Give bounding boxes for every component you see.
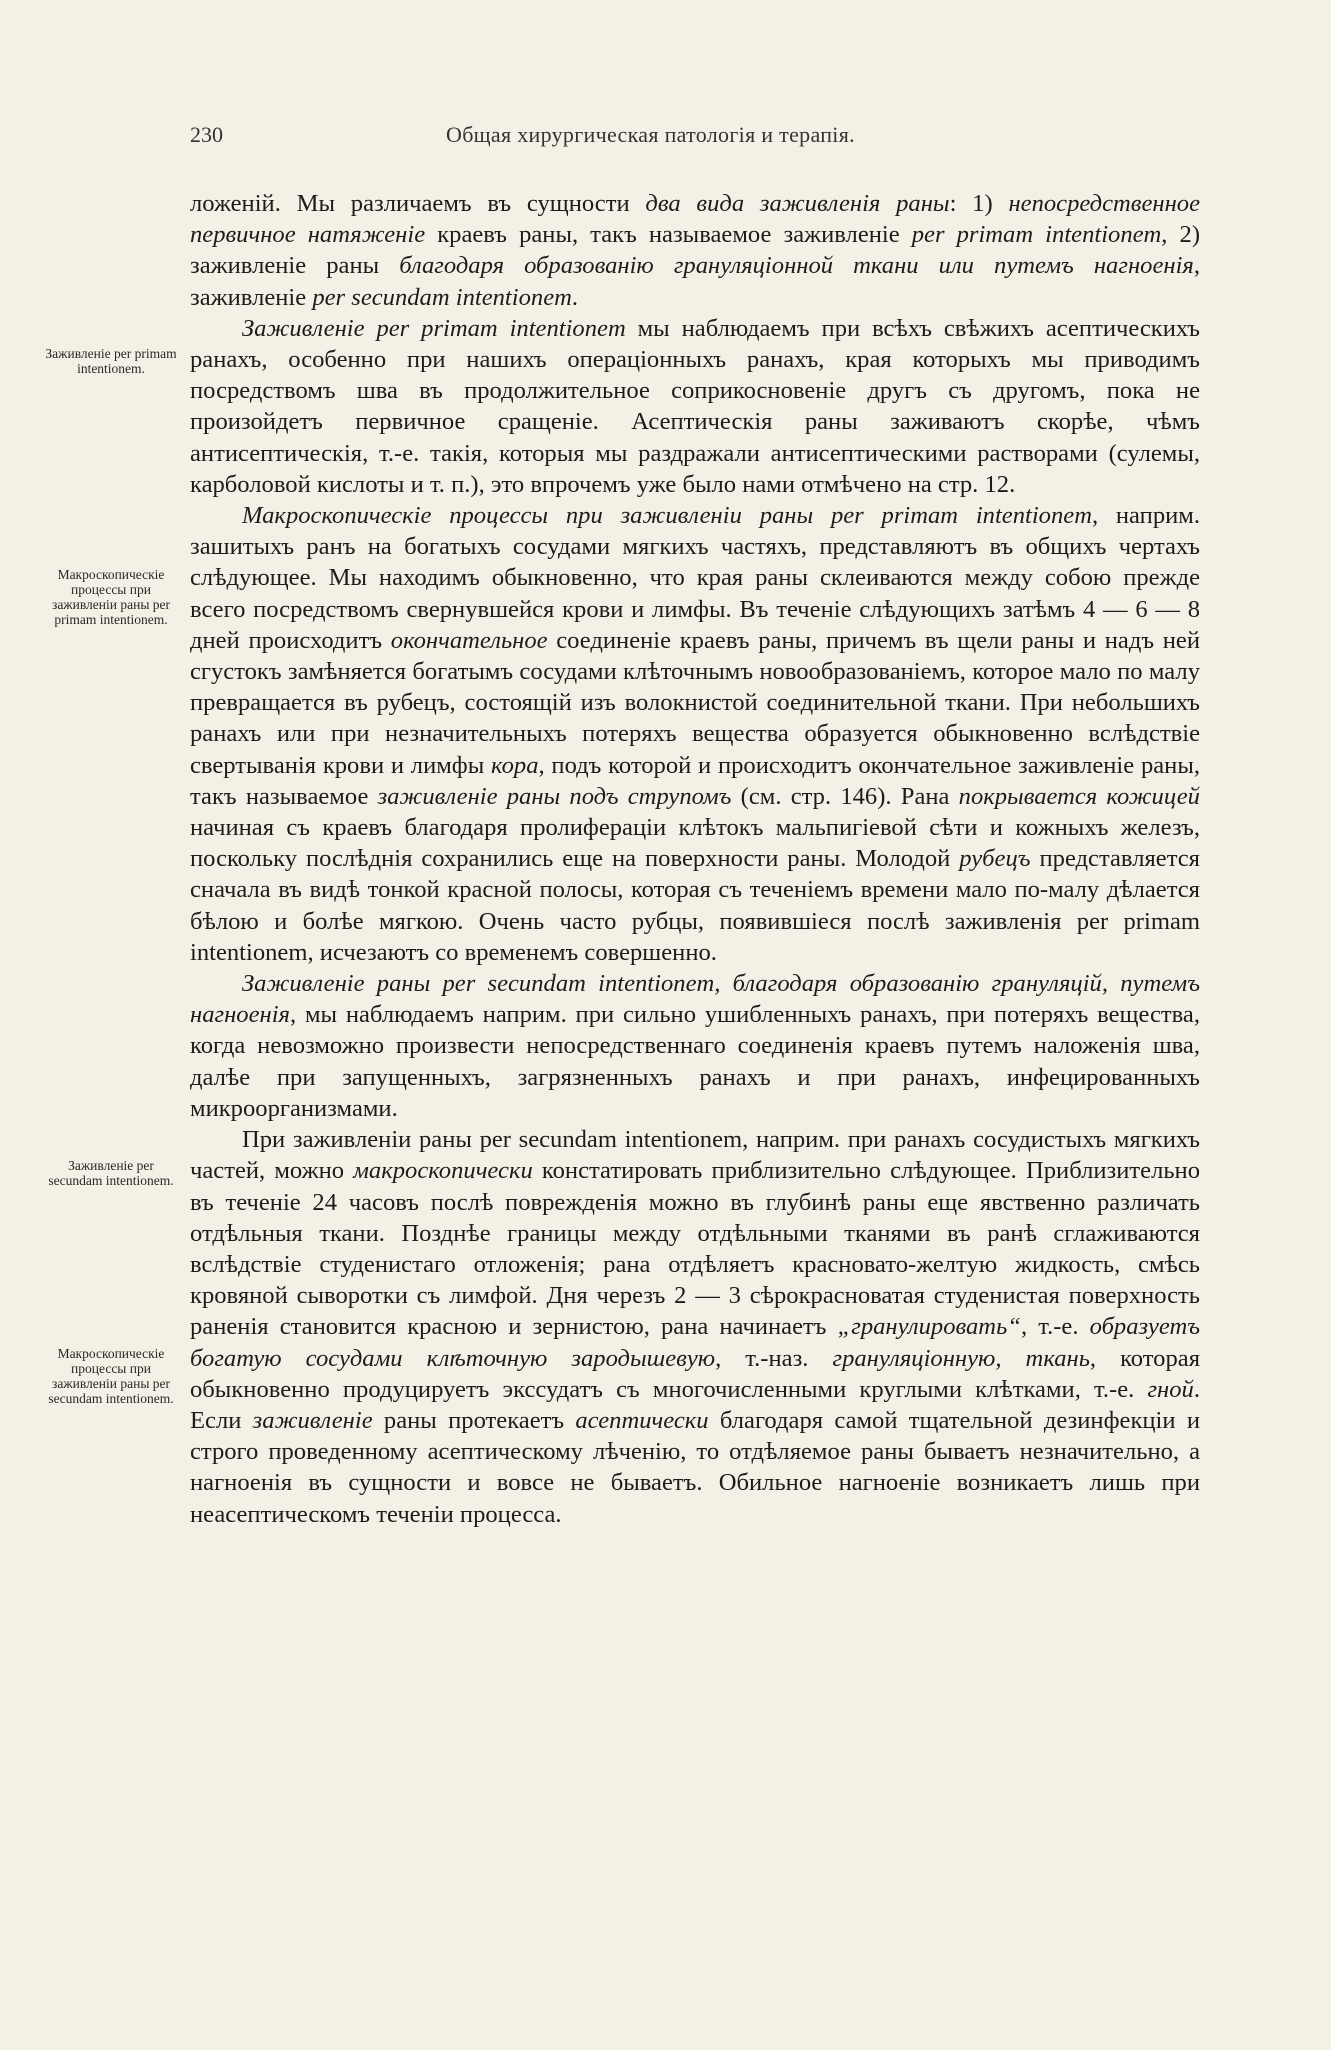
italic-run: Заживленіе раны per secundam intentionem, благодаря образованію грануляцій, путемъ нагноенія — [190, 970, 1200, 1029]
italic-run: кора — [491, 751, 539, 779]
italic-run: покрывается кожицей — [958, 782, 1200, 810]
italic-run: макроскопически — [353, 1157, 533, 1185]
text-run: начиная съ краевъ благодаря пролифераціи клѣтокъ мальпигіевой сѣти и кожныхъ железъ, поскольку послѣднія сохранились еще на поверхности раны. Молодой — [190, 814, 1200, 873]
margin-note-macro-secundam: Макроскопическіе процессы при заживленіи раны per secundam intentionem. — [48, 1346, 174, 1406]
margin-note-per-primam: Заживленіе per primam intentionem. — [45, 346, 177, 376]
text-run: краевъ раны, такъ называемое заживленіе — [425, 221, 912, 249]
italic-run: гной — [1147, 1375, 1194, 1403]
italic-run: per primam intentionem — [911, 221, 1162, 249]
text-run: , т.-наз. — [715, 1344, 833, 1372]
text-run: мы наблюдаемъ при всѣхъ свѣжихъ асептическихъ ранахъ, особенно при нашихъ операціонныхъ ранахъ, края которыхъ мы приводимъ посредствомъ шва въ продолжительное соприкосновеніе другъ съ другомъ, пока не произойдетъ первичное сращеніе. Асептическія раны заживаютъ скорѣе, чѣмъ антисептическія, т.-е. такія, которыя мы раздражали антисептическими растворами (сулемы, карболовой кислоты и т. п.), это впрочемъ уже было нами отмѣчено на стр. 12. — [190, 314, 1200, 498]
text-run: , которая обыкновенно продуцируетъ экссудатъ съ многочисленными круглыми клѣтками, т.-е. — [190, 1344, 1201, 1403]
italic-run: заживленіе раны подъ струпомъ — [377, 782, 732, 810]
italic-run: Макроскопическіе процессы при заживленіи раны per primam intentionem — [242, 502, 1092, 530]
margin-note-per-secundam: Заживленіе per secundam intentionem. — [48, 1158, 174, 1188]
italic-run: рубецъ — [959, 845, 1031, 873]
paragraph — [190, 313, 1200, 500]
text-run: ложеній. Мы различаемъ въ сущности — [190, 190, 646, 217]
text-run: , подъ которой и происходитъ окончательное заживленіе раны, такъ называемое — [190, 751, 1200, 810]
text-run: При заживленіи раны per secundam intentionem, наприм. при ранахъ сосудистыхъ мягкихъ частей, можно — [190, 1126, 1200, 1185]
text-run: , мы наблюдаемъ наприм. при сильно ушибленныхъ ранахъ, при потеряхъ вещества, когда невозможно произвести непосредственнаго соединенія краевъ путемъ наложенія шва, далѣе при запущенныхъ, загрязненныхъ ранахъ и при ранахъ, инфецированныхъ микроорганизмами. — [190, 1001, 1200, 1122]
text-run: . Если — [190, 1375, 1200, 1434]
italic-run: per secundam intentionem — [312, 283, 572, 311]
text-run: констатировать приблизительно слѣдующее. Приблизительно въ теченіе 24 часовъ послѣ поврежденія можно въ глубинѣ раны еще явственно различать отдѣльныя ткани. Позднѣе границы между отдѣльными тканями въ ранѣ сглаживаются вслѣдствіе студенистаго отложенія; рана отдѣляетъ красновато-желтую жидкость, смѣсь кровяной сыворотки съ лимфой. Дня черезъ 2 — 3 сѣрокрасноватая студенистая поверхность раненія становится красною и зернистою, рана начинаетъ — [190, 1157, 1201, 1341]
body-text — [190, 188, 1200, 1530]
italic-run: асептически — [575, 1406, 709, 1434]
text-run: . — [571, 283, 579, 311]
page-number: 230 — [190, 122, 223, 147]
paragraph — [190, 1124, 1200, 1530]
text-run: , заживленіе — [190, 252, 1200, 311]
text-run: : 1) — [949, 190, 1009, 217]
italic-run: образуетъ богатую сосудами клѣточную зародышевую — [190, 1313, 1200, 1372]
italic-run: Заживленіе per primam intentionem — [242, 314, 626, 342]
italic-run: два вида заживленія раны — [645, 190, 950, 217]
text-run: , наприм. зашитыхъ ранъ на богатыхъ сосудами мягкихъ частяхъ, представляютъ въ общихъ чертахъ слѣдующее. Мы находимъ обыкновенно, что края раны склеиваются между собою прежде всего посредствомъ свернувшейся крови и лимфы. Въ теченіе слѣдующихъ затѣмъ 4 — 6 — 8 дней происходитъ — [190, 502, 1200, 654]
paragraph — [190, 188, 1200, 313]
text-run: представляется сначала въ видѣ тонкой красной полосы, которая съ теченіемъ времени мало по-малу дѣлается бѣлою и болѣе мягкою. Очень часто рубцы, появившіеся послѣ заживленія per primam intentionem, исчезаютъ со временемъ совершенно. — [190, 845, 1200, 966]
text-run: раны протекаетъ — [372, 1406, 576, 1434]
italic-run: „гранулировать“ — [837, 1313, 1021, 1341]
italic-run: заживленіе — [252, 1406, 373, 1434]
text-run: благодаря самой тщательной дезинфекціи и строго проведенному асептическому лѣченію, то отдѣляемое раны бываетъ незначительно, а нагноенія въ сущности и вовсе не бываетъ. Обильное нагноеніе возникаетъ лишь при неасептическомъ теченіи процесса. — [190, 1406, 1200, 1528]
paragraph — [190, 968, 1200, 1124]
italic-run: непосредственное первичное натяженіе — [190, 190, 1201, 249]
italic-run: грануляціонную, ткань — [832, 1344, 1090, 1372]
text-run: , т.-е. — [1020, 1313, 1090, 1341]
text-run: , 2) заживленіе раны — [190, 221, 1201, 280]
margin-note-macro-primam: Макроскопическіе процессы при заживленіи раны per primam intentionem. — [51, 567, 171, 627]
paragraph — [190, 500, 1200, 968]
text-run: (см. стр. 146). Рана — [731, 782, 959, 810]
running-title: Общая хирургическая патологія и терапія. — [446, 122, 855, 147]
italic-run: благодаря образованію грануляціонной ткани или путемъ нагноенія — [399, 252, 1194, 280]
italic-run: окончательное — [390, 626, 548, 654]
text-run: соединеніе краевъ раны, причемъ въ щели раны и надъ ней сгустокъ замѣняется богатымъ сосудами клѣточнымъ новообразованіемъ, которое мало по малу превращается въ рубецъ, состоящій изъ волокнистой соединительной ткани. При небольшихъ ранахъ или при незначительныхъ потеряхъ вещества образуется обыкновенно вслѣдствіе свертыванія крови и лимфы — [190, 626, 1200, 779]
